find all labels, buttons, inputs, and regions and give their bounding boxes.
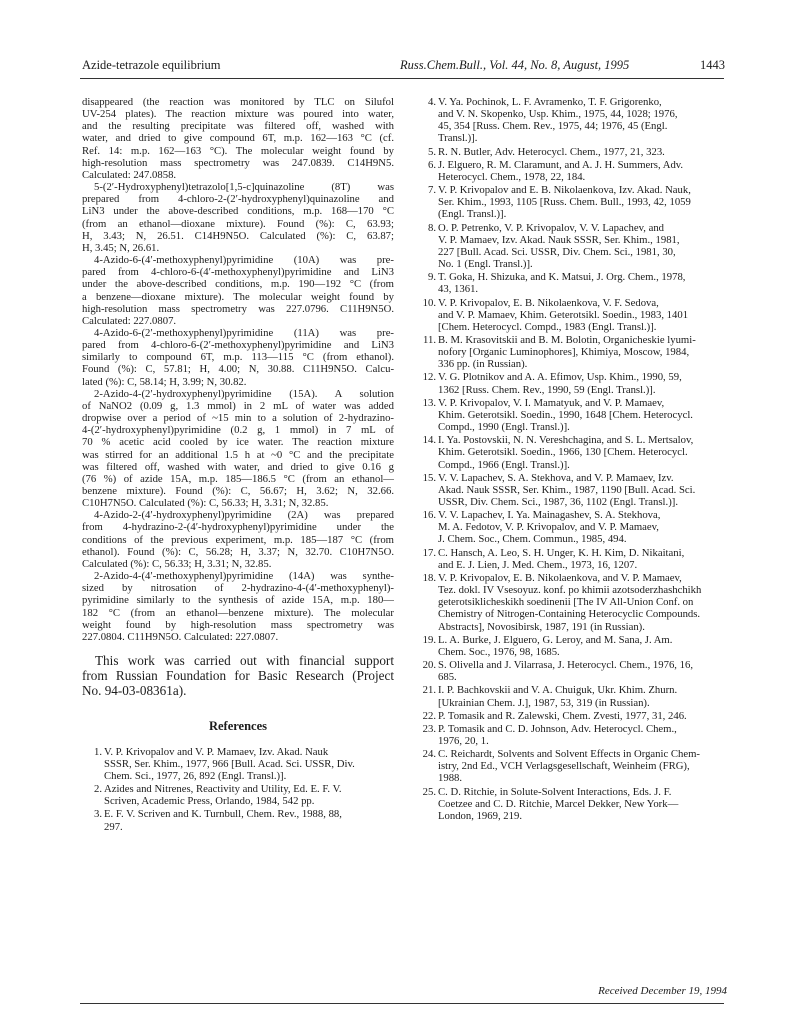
reference-line: Akad. Nauk SSSR, Ser. Khim., 1987, 1190 [Bull. Acad. Sci. xyxy=(438,483,696,496)
text-line: 4-Azido-6-(2′-methoxyphenyl)pyrimidine (11A) was pre- xyxy=(94,326,394,339)
reference-number: 25. xyxy=(422,785,436,798)
reference-item xyxy=(416,146,728,158)
reference-item xyxy=(416,184,728,220)
text-line: (76 %) of azide 15A, m.p. 185—186.5 °C (from an ethanol— xyxy=(82,472,394,485)
paragraph xyxy=(82,388,394,510)
text-line: LiN3 under the above-described conditions, m.p. 168—170 °C xyxy=(82,205,394,218)
reference-line: USSR, Div. Chem. Sci., 1987, 36, 1102 (Engl. Transl.)]. xyxy=(438,496,678,508)
experimental-text xyxy=(82,96,394,643)
reference-line: V. V. Lapachev, S. A. Stekhova, and V. P. Mamaev, Izv. xyxy=(438,471,674,484)
reference-line: 1988. xyxy=(438,772,463,785)
reference-item xyxy=(416,509,728,545)
reference-line: R. N. Butler, Adv. Heterocycl. Chem., 1977, 21, 323. xyxy=(438,145,665,158)
reference-line: B. M. Krasovitskii and B. M. Bolotin, Organicheskie lyumi- xyxy=(438,333,696,346)
reference-line: I. Ya. Postovskii, N. N. Vereshchagina, and S. L. Mertsalov, xyxy=(438,434,694,447)
reference-line: Khim. Geterotsikl. Soedin., 1990, 1648 [Chem. Heterocycl. xyxy=(438,408,693,421)
reference-line: V. P. Krivopalov, E. B. Nikolaenkova, and V. P. Mamaev, xyxy=(438,571,682,584)
reference-line: 1362 [Russ. Chem. Rev., 1990, 59 (Engl. Transl.)]. xyxy=(438,383,656,396)
text-line: 4-Azido-2-(4′-hydroxyphenyl)pyrimidine (2A) was prepared xyxy=(94,509,394,522)
reference-number: 8. xyxy=(427,221,436,234)
text-line: from 4-hydrazino-2-(4′-hydroxyphenyl)pyrimidine under the xyxy=(82,521,394,534)
reference-line: Abstracts], Novosibirsk, 1987, 191 (in Russian). xyxy=(438,620,645,633)
reference-number: 19. xyxy=(422,633,436,646)
acknowledgment xyxy=(82,653,394,699)
text-line: 70 % acetic acid cooled by ice water. The reaction mixture xyxy=(82,436,394,449)
text-line: and the resulting precipitate was filtered off, washed with xyxy=(82,120,394,133)
reference-line: C. D. Ritchie, in Solute-Solvent Interactions, Eds. J. F. xyxy=(438,785,672,798)
reference-item xyxy=(82,783,394,807)
reference-line: SSSR, Ser. Khim., 1977, 966 [Bull. Acad. Sci. USSR, Div. xyxy=(104,757,355,770)
text-line: dropwise over a period of ~15 min to a solution of 2-hydrazino- xyxy=(82,412,394,425)
reference-item xyxy=(416,472,728,508)
reference-item xyxy=(416,748,728,784)
reference-line: T. Goka, H. Shizuka, and K. Matsui, J. Org. Chem., 1978, xyxy=(438,271,686,284)
reference-item xyxy=(416,96,728,145)
reference-number: 2. xyxy=(93,783,102,796)
text-line: Calculated (%): C, 56.33; H, 3.31; N, 32.85. xyxy=(82,557,272,570)
reference-item xyxy=(82,808,394,832)
reference-number: 10. xyxy=(422,296,436,309)
reference-number: 22. xyxy=(422,709,436,722)
text-line: sized by nitrosation of 2-hydrazino-4-(4′-methoxyphenyl)- xyxy=(82,582,394,595)
reference-line: 43, 1361. xyxy=(438,283,479,296)
reference-line: London, 1969, 219. xyxy=(438,809,523,822)
text-line: 5-(2′-Hydroxyphenyl)tetrazolo[1,5-c]quinazoline (8T) was xyxy=(94,181,394,194)
reference-line: and E. J. Lien, J. Med. Chem., 1973, 16, 1207. xyxy=(438,558,638,571)
running-header xyxy=(82,58,725,76)
reference-line: V. P. Krivopalov, V. I. Mamatyuk, and V. P. Mamaev, xyxy=(438,396,665,409)
reference-line: V. P. Krivopalov, E. B. Nikolaenkova, V. F. Sedova, xyxy=(438,296,659,309)
text-line: lated (%): C, 58.14; H, 3.99; N, 30.82. xyxy=(82,375,247,388)
text-line: 2-Azido-4-(4′-methoxyphenyl)pyrimidine (14A) was synthe- xyxy=(94,570,394,583)
reference-number: 1. xyxy=(93,745,102,758)
reference-line: E. F. V. Scriven and K. Turnbull, Chem. Rev., 1988, 88, xyxy=(104,808,342,821)
text-line: water, and dried to give compound 6T, m.p. 162—163 °C (cf. xyxy=(82,132,394,145)
reference-item xyxy=(416,572,728,633)
right-column xyxy=(416,96,728,823)
reference-line: I. P. Bachkovskii and V. A. Chuiguk, Ukr. Khim. Zhurn. xyxy=(438,684,678,697)
text-line: 4-(2′-hydroxyphenyl)pyrimidine (0.2 g, 1 mmol) in 7 mL of xyxy=(82,424,394,437)
text-line: ethanol). Found (%): C, 56.28; H, 3.37; N, 32.70. C10H7N5O. xyxy=(82,545,394,558)
reference-number: 14. xyxy=(422,434,436,447)
reference-list-left xyxy=(82,746,394,833)
reference-item xyxy=(82,746,394,782)
reference-line: Chemistry of Nitrogen-Containing Heterocyclic Compounds. xyxy=(438,608,701,621)
header-rule xyxy=(80,78,724,79)
text-line: a benzene—dioxane mixture). The molecular weight found by xyxy=(82,290,394,303)
reference-line: V. V. Lapachev, I. Ya. Mainagashev, S. A. Stekhova, xyxy=(438,509,661,522)
reference-line: V. P. Krivopalov and V. P. Mamaev, Izv. Akad. Nauk xyxy=(104,745,329,758)
paragraph xyxy=(82,327,394,388)
reference-number: 3. xyxy=(93,808,102,821)
reference-line: 336 pp. (in Russian). xyxy=(438,358,528,371)
header-journal-citation: Russ.Chem.Bull., Vol. 44, No. 8, August, 1995 xyxy=(400,58,630,72)
reference-line: geterotsiklicheskikh soedinenii [The IV All-Union Conf. on xyxy=(438,596,694,609)
reference-line: [Chem. Heterocycl. Compd., 1983 (Engl. Transl.)]. xyxy=(438,320,657,333)
reference-number: 20. xyxy=(422,659,436,672)
reference-item xyxy=(416,547,728,571)
reference-line: Ser. Khim., 1993, 1105 [Russ. Chem. Bull., 1993, 42, 1059 xyxy=(438,196,691,209)
text-line: was filtered off, washed with water, and dried to give 0.16 g xyxy=(82,460,394,473)
reference-number: 5. xyxy=(427,145,436,158)
text-line: H, 3.45; N, 26.61. xyxy=(82,241,160,254)
reference-number: 18. xyxy=(422,571,436,584)
text-line: was stirred for an additional 1.5 h at ~0 °C and the precipitate xyxy=(82,448,394,461)
reference-line: No. 1 (Engl. Transl.)]. xyxy=(438,258,533,271)
reference-line: Scriven, Academic Press, Orlando, 1984, 542 pp. xyxy=(104,795,315,808)
reference-line: Chem. Sci., 1977, 26, 892 (Engl. Transl.)]. xyxy=(104,769,287,782)
reference-line: Heterocycl. Chem., 1978, 22, 184. xyxy=(438,170,586,183)
reference-item xyxy=(416,634,728,658)
text-line: Calculated: 247.0858. xyxy=(82,168,177,181)
acknowledgment-line: No. 94-03-08361a). xyxy=(82,683,187,699)
reference-item xyxy=(416,159,728,183)
text-line: 227.0804. C11H9N5O. Calculated: 227.0807. xyxy=(82,630,279,643)
reference-line: 685. xyxy=(438,671,457,684)
page-number: 1443 xyxy=(700,58,725,72)
reference-item xyxy=(416,297,728,333)
reference-number: 13. xyxy=(422,396,436,409)
reference-number: 7. xyxy=(427,184,436,197)
text-line: high-resolution mass spectrometry was 227.0796. C11H9N5O. xyxy=(82,302,394,315)
reference-line: P. Tomasik and R. Zalewski, Chem. Zvesti, 1977, 31, 246. xyxy=(438,709,687,722)
acknowledgment-line: from Russian Foundation for Basic Research (Project xyxy=(82,668,394,684)
text-line: Ref. 14: m.p. 162—163 °C). The molecular weight found by xyxy=(82,144,394,157)
text-line: C10H7N5O. Calculated (%): C, 56.33; H, 3.31; N, 32.85. xyxy=(82,497,329,510)
reference-item xyxy=(416,397,728,433)
text-line: pared from 4-chloro-6-(2′-methoxyphenyl)pyrimidine and LiN3 xyxy=(82,339,394,352)
reference-line: O. P. Petrenko, V. P. Krivopalov, V. V. Lapachev, and xyxy=(438,221,665,234)
received-date: Received December 19, 1994 xyxy=(598,985,727,997)
reference-item xyxy=(416,371,728,395)
reference-line: Tez. dokl. IV Vsesoyuz. konf. po khimii azotsoderzhashchikh xyxy=(438,584,702,597)
text-line: under the above-described conditions, m.p. 190—192 °C (from xyxy=(82,278,394,291)
text-line: H, 3.43; N, 26.51. C14H9N5O. Calculated (%): C, 63.87; xyxy=(82,229,394,242)
references-heading: References xyxy=(208,718,268,733)
reference-line: Coetzee and C. D. Ritchie, Marcel Dekker, New York— xyxy=(438,797,679,810)
paragraph xyxy=(82,96,394,181)
text-line: prepared from 4-chloro-2-(2′-hydroxyphenyl)quinazoline and xyxy=(82,193,394,206)
reference-line: (Engl. Transl.)]. xyxy=(438,208,507,221)
reference-item xyxy=(416,723,728,747)
reference-item xyxy=(416,334,728,370)
text-line: 2-Azido-4-(2′-hydroxyphenyl)pyrimidine (15A). A solution xyxy=(94,387,394,400)
left-column xyxy=(82,96,394,834)
text-line: conditions of the previous experiment, m.p. 185—187 °C (from xyxy=(82,533,394,546)
reference-line: L. A. Burke, J. Elguero, G. Leroy, and M. Sana, J. Am. xyxy=(438,633,673,646)
text-line: of NaNO2 (0.09 g, 1.3 mmol) in 2 mL of water was added xyxy=(82,399,394,412)
reference-item xyxy=(416,271,728,295)
reference-number: 23. xyxy=(422,722,436,735)
reference-item xyxy=(416,434,728,470)
reference-line: M. A. Fedotov, V. P. Krivopalov, and V. P. Mamaev, xyxy=(438,521,659,534)
reference-line: 1976, 20, 1. xyxy=(438,734,489,747)
reference-number: 6. xyxy=(427,158,436,171)
reference-line: 227 [Bull. Acad. Sci. USSR, Div. Chem. Sci., 1981, 30, xyxy=(438,245,676,258)
paragraph xyxy=(82,254,394,327)
reference-number: 9. xyxy=(427,271,436,284)
reference-list-right xyxy=(416,96,728,822)
reference-line: Compd., 1990 (Engl. Transl.)]. xyxy=(438,421,570,434)
text-line: disappeared (the reaction was monitored by TLC on Silufol xyxy=(82,96,394,108)
text-line: (from an ethanol—dioxane mixture). Found (%): C, 63.93; xyxy=(82,217,394,230)
acknowledgment-line: This work was carried out with financial support xyxy=(95,653,394,669)
reference-line: J. Chem. Soc., Chem. Commun., 1985, 494. xyxy=(438,533,627,546)
text-line: pared from 4-chloro-6-(4′-methoxyphenyl)pyrimidine and LiN3 xyxy=(82,266,394,279)
reference-line: istry, 2nd Ed., VCH Verlagsgesellschaft, Weinheim (FRG), xyxy=(438,760,690,773)
reference-line: and V. N. Skopenko, Usp. Khim., 1975, 44, 1028; 1976, xyxy=(438,108,678,121)
footer-rule xyxy=(80,1003,724,1004)
reference-line: V. Ya. Pochinok, L. F. Avramenko, T. F. Grigorenko, xyxy=(438,96,662,108)
reference-line: Khim. Geterotsikl. Soedin., 1966, 130 [Chem. Heterocycl. xyxy=(438,446,688,459)
reference-line: 45, 354 [Russ. Chem. Rev., 1975, 44; 1976, 45 (Engl. xyxy=(438,120,668,133)
text-line: weight found by high-resolution mass spectrometry was xyxy=(82,618,394,631)
reference-line: [Ukrainian Chem. J.], 1987, 53, 319 (in Russian). xyxy=(438,696,650,709)
reference-line: Transl.)]. xyxy=(438,132,478,145)
reference-item xyxy=(416,684,728,708)
reference-line: P. Tomasik and C. D. Johnson, Adv. Heterocycl. Chem., xyxy=(438,722,677,735)
reference-line: C. Reichardt, Solvents and Solvent Effects in Organic Chem- xyxy=(438,748,700,761)
reference-number: 16. xyxy=(422,509,436,522)
reference-line: V. P. Krivopalov and E. B. Nikolaenkova, Izv. Akad. Nauk, xyxy=(438,184,691,197)
text-line: similarly to compound 6T, m.p. 113—115 °C (from ethanol). xyxy=(82,351,394,364)
reference-number: 24. xyxy=(422,748,436,761)
reference-item xyxy=(416,659,728,683)
reference-line: Azides and Nitrenes, Reactivity and Utility, Ed. E. F. V. xyxy=(104,783,342,796)
reference-line: V. G. Plotnikov and A. A. Efimov, Usp. Khim., 1990, 59, xyxy=(438,371,682,384)
text-line: pyrimidine similarly to the synthesis of azide 15A, m.p. 180— xyxy=(82,594,394,607)
header-section-title: Azide-tetrazole equilibrium xyxy=(82,58,221,72)
text-line: 4-Azido-6-(4′-methoxyphenyl)pyrimidine (10A) was pre- xyxy=(94,254,394,267)
reference-line: S. Olivella and J. Vilarrasa, J. Heterocycl. Chem., 1976, 16, xyxy=(438,659,694,672)
reference-line: C. Hansch, A. Leo, S. H. Unger, K. H. Kim, D. Nikaitani, xyxy=(438,546,685,559)
text-line: Calculated: 227.0807. xyxy=(82,314,177,327)
text-line: benzene mixture). Found (%): C, 56.67; H, 3.62; N, 32.66. xyxy=(82,485,394,497)
reference-number: 4. xyxy=(427,96,436,108)
reference-line: V. P. Mamaev, Izv. Akad. Nauk SSSR, Ser. Khim., 1981, xyxy=(438,233,680,246)
reference-number: 11. xyxy=(423,333,436,346)
text-line: UV-254 plates). The reaction mixture was poured into water, xyxy=(82,108,394,121)
paragraph xyxy=(82,570,394,643)
reference-number: 21. xyxy=(422,684,436,697)
reference-item xyxy=(416,786,728,822)
reference-line: Compd., 1966 (Engl. Transl.)]. xyxy=(438,458,570,471)
reference-line: nofory [Organic Luminophores], Khimiya, Moscow, 1984, xyxy=(438,346,690,359)
reference-line: J. Elguero, R. M. Claramunt, and A. J. H. Summers, Adv. xyxy=(438,158,684,171)
reference-line: 297. xyxy=(104,820,123,833)
text-line: 182 °C (from an ethanol—benzene mixture). The molecular xyxy=(82,606,394,619)
reference-line: and V. P. Mamaev, Khim. Geterotsikl. Soedin., 1983, 1401 xyxy=(438,308,689,321)
reference-number: 12. xyxy=(422,371,436,384)
reference-line: Chem. Soc., 1976, 98, 1685. xyxy=(438,645,560,658)
paragraph xyxy=(82,181,394,254)
reference-number: 15. xyxy=(422,471,436,484)
paragraph xyxy=(82,509,394,570)
text-line: high-resolution mass spectrometry was 247.0839. C14H9N5. xyxy=(82,156,394,169)
reference-item xyxy=(416,710,728,722)
reference-item xyxy=(416,222,728,271)
reference-number: 17. xyxy=(422,546,436,559)
text-line: Found (%): C, 57.81; H, 4.00; N, 30.88. C11H9N5O. Calcu- xyxy=(82,363,394,376)
